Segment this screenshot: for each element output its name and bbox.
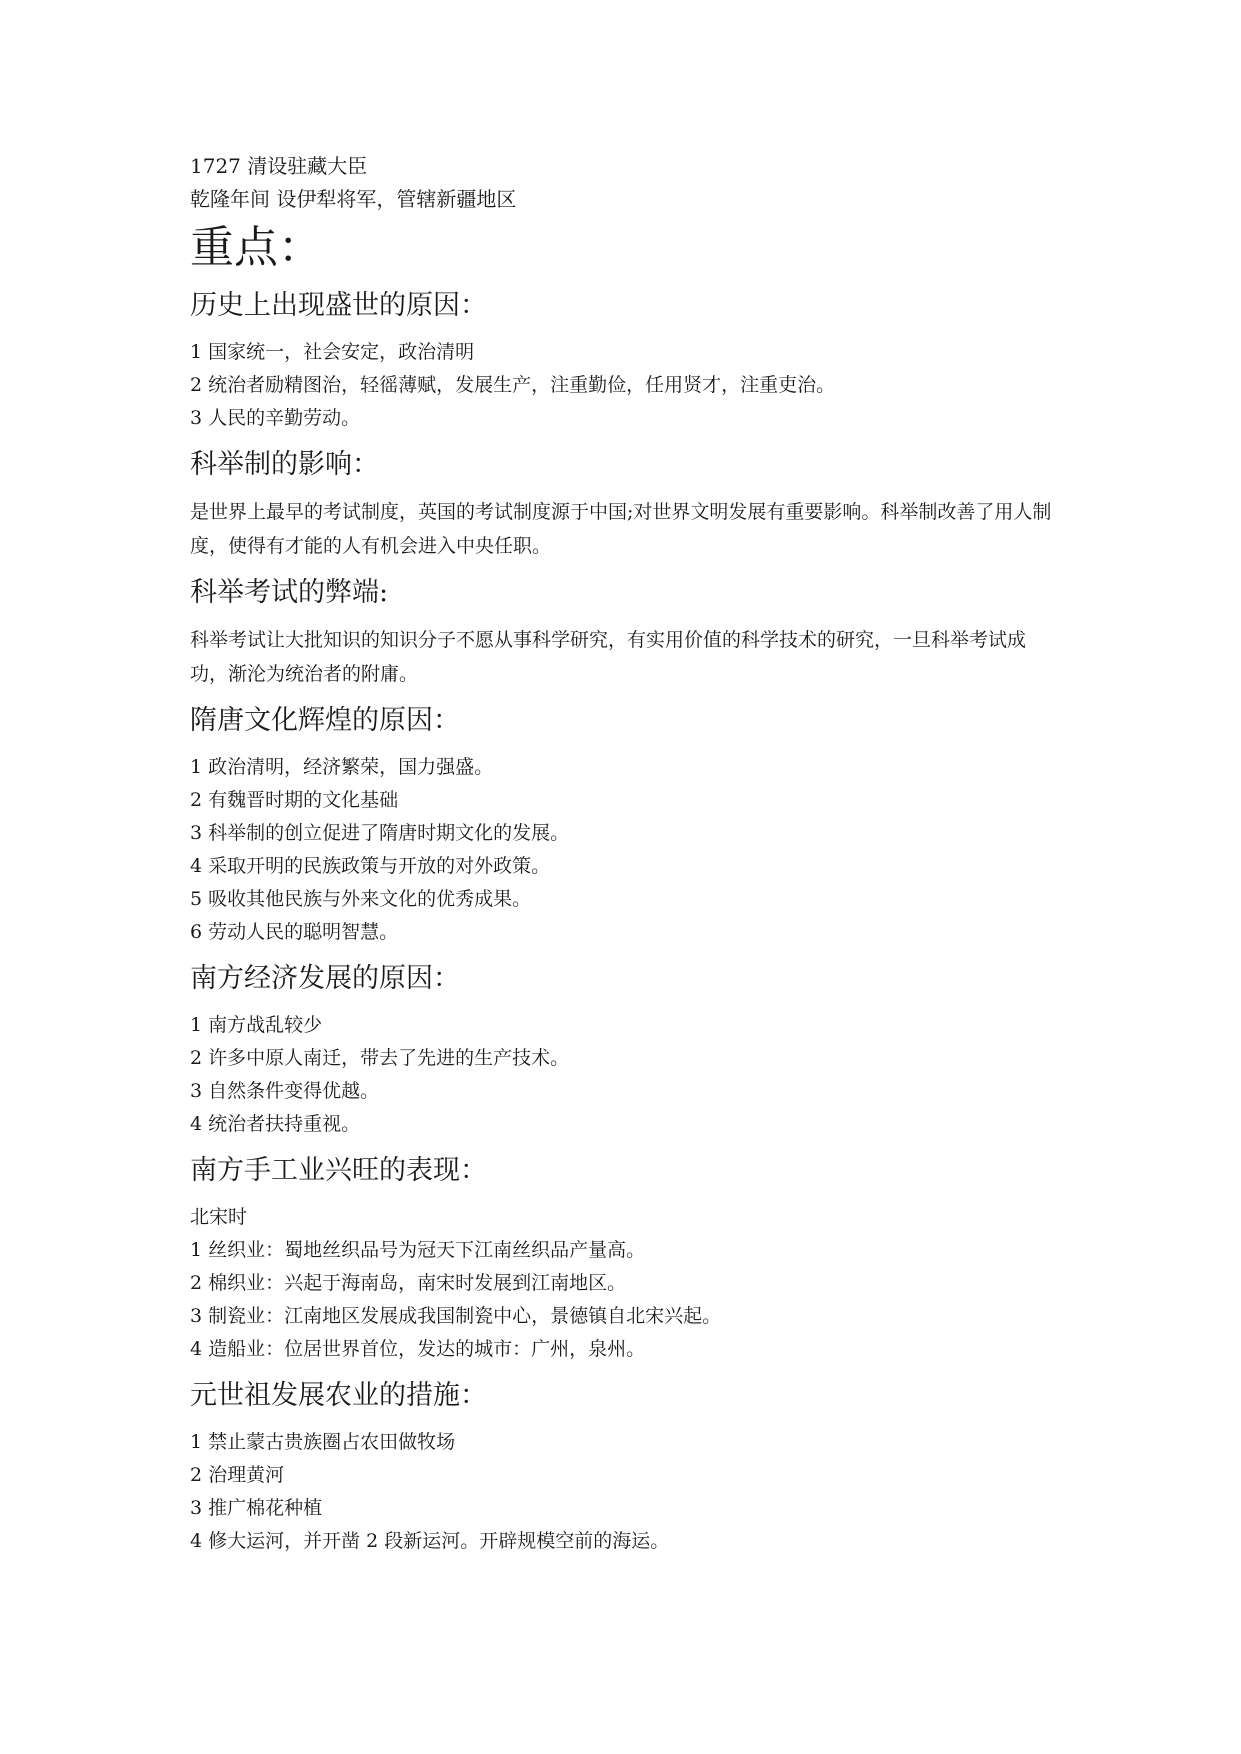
section-heading: 南方手工业兴旺的表现：	[190, 1155, 487, 1186]
list-item: 3 自然条件变得优越。	[190, 1080, 380, 1102]
list-item: 4 采取开明的民族政策与开放的对外政策。	[190, 855, 551, 877]
list-item: 4 造船业：位居世界首位，发达的城市：广州，泉州。	[190, 1338, 646, 1360]
list-item: 北宋时	[190, 1206, 248, 1228]
section-yuan-agriculture	[190, 1378, 1060, 1558]
list-item: 2 许多中原人南迁，带去了先进的生产技术。	[190, 1047, 570, 1069]
list-item: 1 南方战乱较少	[190, 1014, 323, 1036]
list-item: 2 有魏晋时期的文化基础	[190, 789, 399, 811]
section-keju-drawbacks	[190, 575, 1060, 691]
section-paragraph: 是世界上最早的考试制度，英国的考试制度源于中国;对世界文明发展有重要影响。科举制改善了用人制度，使得有才能的人有机会进入中央任职。	[190, 501, 1052, 557]
section-heading: 元世祖发展农业的措施：	[190, 1380, 487, 1411]
list-item: 3 制瓷业：江南地区发展成我国制瓷中心，景德镇自北宋兴起。	[190, 1305, 722, 1327]
section-prosperity-causes	[190, 288, 1060, 435]
section-heading: 隋唐文化辉煌的原因：	[190, 705, 460, 736]
section-suitang-culture	[190, 703, 1060, 949]
list-item: 2 棉织业：兴起于海南岛，南宋时发展到江南地区。	[190, 1272, 627, 1294]
list-item: 2 统治者励精图治，轻徭薄赋，发展生产，注重勤俭，任用贤才，注重吏治。	[190, 374, 836, 396]
section-southern-economy	[190, 961, 1060, 1141]
document-page	[190, 150, 1060, 1558]
list-item: 1 国家统一，社会安定，政治清明	[190, 341, 475, 363]
section-southern-handicraft	[190, 1153, 1060, 1366]
section-paragraph: 科举考试让大批知识的知识分子不愿从事科学研究，有实用价值的科学技术的研究，一旦科举考试成功，渐沦为统治者的附庸。	[190, 629, 1027, 685]
list-item: 4 统治者扶持重视。	[190, 1113, 361, 1135]
list-item: 1 政治清明，经济繁荣，国力强盛。	[190, 756, 494, 778]
intro-line: 1727 清设驻藏大臣	[190, 154, 368, 178]
section-heading: 科举制的影响：	[190, 449, 379, 480]
list-item: 3 科举制的创立促进了隋唐时期文化的发展。	[190, 822, 570, 844]
section-heading: 科举考试的弊端:	[190, 577, 389, 608]
intro-line: 乾隆年间 设伊犁将军，管辖新疆地区	[190, 187, 517, 211]
section-heading: 南方经济发展的原因：	[190, 963, 460, 994]
list-item: 2 治理黄河	[190, 1464, 285, 1486]
list-item: 3 人民的辛勤劳动。	[190, 407, 361, 429]
list-item: 1 丝织业：蜀地丝织品号为冠天下江南丝织品产量高。	[190, 1239, 646, 1261]
section-keju-influence	[190, 447, 1060, 563]
list-item: 4 修大运河，并开凿 2 段新运河。开辟规模空前的海运。	[190, 1530, 670, 1552]
list-item: 5 吸收其他民族与外来文化的优秀成果。	[190, 888, 532, 910]
section-heading: 历史上出现盛世的原因：	[190, 290, 487, 321]
page-title: 重点：	[190, 222, 322, 273]
list-item: 3 推广棉花种植	[190, 1497, 323, 1519]
list-item: 1 禁止蒙古贵族圈占农田做牧场	[190, 1431, 456, 1453]
list-item: 6 劳动人民的聪明智慧。	[190, 921, 399, 943]
